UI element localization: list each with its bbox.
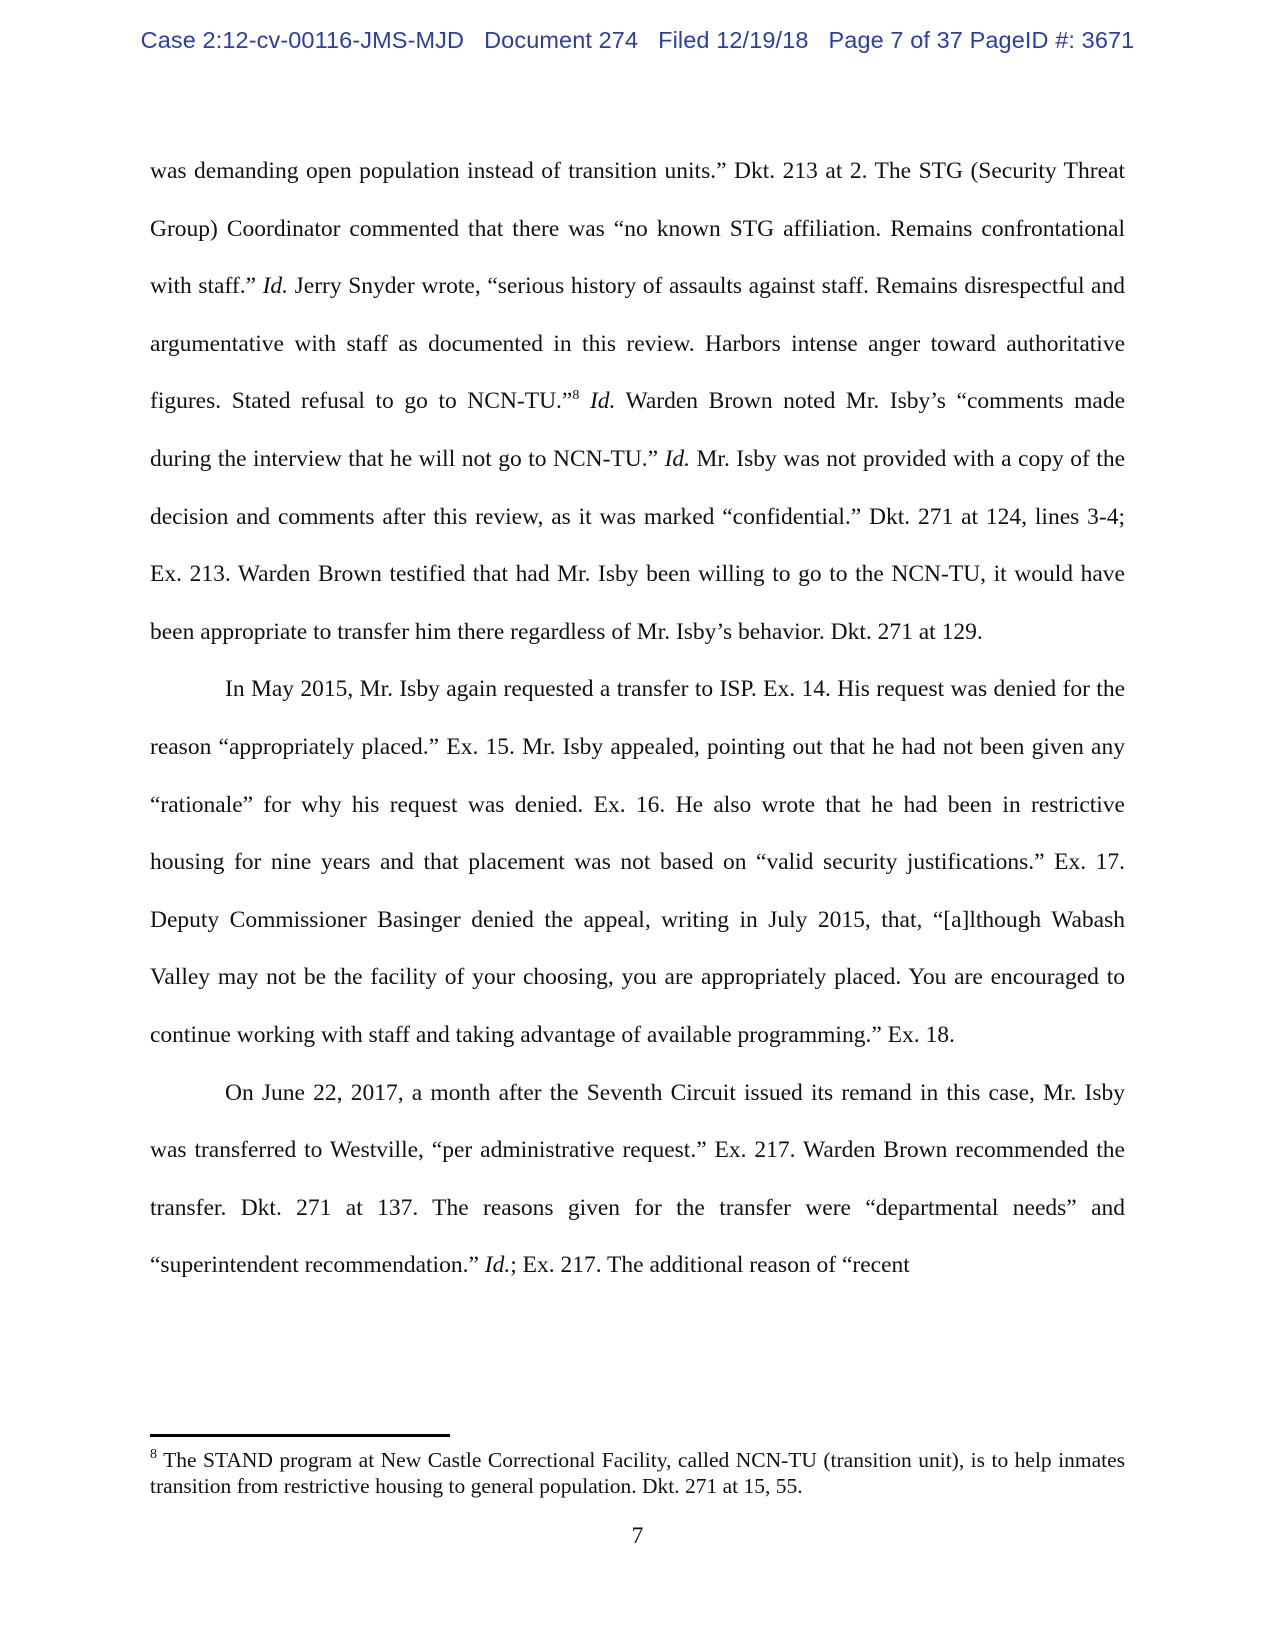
footnote-text: The STAND program at New Castle Correctional Facility, called NCN-TU (transition unit), is to help inmates transition from restrictive housing to general population. Dkt. 271 at 15, 55. bbox=[150, 1448, 1125, 1498]
paragraph bbox=[150, 1065, 1125, 1295]
document-header bbox=[0, 27, 1275, 54]
filed-date: Filed 12/19/18 bbox=[658, 27, 809, 53]
paragraph-text: was demanding open population instead of transition units.” Dkt. 213 at 2. The STG (Security Threat Group) Coordinator commented that there was “no known STG affiliation. Remains confrontational with staff.” bbox=[150, 158, 1125, 300]
document-number: Document 274 bbox=[484, 27, 639, 53]
footnote-reference: 8 bbox=[572, 388, 580, 404]
body-text bbox=[150, 143, 1125, 1295]
paragraph-text: Warden Brown noted Mr. Isby’s “comments made during the interview that he will not go to NCN-TU.” bbox=[150, 388, 1126, 472]
citation-italic: Id. bbox=[484, 1252, 511, 1279]
footnote-divider bbox=[150, 1434, 450, 1437]
paragraph-text: In May 2015, Mr. Isby again requested a transfer to ISP. Ex. 14. His request was denied for the reason “appropriately placed.” Ex. 15. Mr. Isby appealed, pointing out that he had not been given any “rationale” for why his request was denied. Ex. 16. He also wrote that he had been in restrictive housing for nine years and that placement was not based on “valid security justifications.” Ex. 17. Deputy Commissioner Basinger denied the appeal, writing in July 2015, that, “[a]lthough Wabash Valley may not be the facility of your choosing, you are appropriately placed. You are encouraged to continue working with staff and taking advantage of available programming.” Ex. 18. bbox=[150, 676, 1125, 1048]
paragraph-text bbox=[579, 388, 590, 414]
footnote-marker: 8 bbox=[150, 1447, 157, 1462]
paragraph bbox=[150, 143, 1125, 661]
citation-italic: Id. bbox=[262, 273, 289, 300]
citation-italic: Id. bbox=[664, 445, 691, 472]
paragraph-text: Jerry Snyder wrote, “serious history of assaults against staff. Remains disrespectful and argumentative with staff as documented in this review. Harbors intense anger toward authoritative figures. Stated refusal to go to NCN-TU.” bbox=[150, 273, 1125, 415]
footnote-8 bbox=[150, 1447, 1125, 1499]
page-id: Page 7 of 37 PageID #: 3671 bbox=[828, 27, 1135, 53]
paragraph-text: Mr. Isby was not provided with a copy of the decision and comments after this review, as it was marked “confidential.” Dkt. 271 at 124, lines 3-4; Ex. 213. Warden Brown testified that had Mr. Isby been willing to go to the NCN-TU, it would have been appropriate to transfer him there regardless of Mr. Isby’s behavior. Dkt. 271 at 129. bbox=[150, 445, 1125, 645]
paragraph bbox=[150, 661, 1125, 1064]
case-number: Case 2:12-cv-00116-JMS-MJD bbox=[140, 27, 465, 53]
paragraph-text: On June 22, 2017, a month after the Seventh Circuit issued its remand in this case, Mr. Isby was transferred to Westville, “per administrative request.” Ex. 217. Warden Brown recommended the transfer. Dkt. 271 at 137. The reasons given for the transfer were “departmental needs” and “superintendent recommendation.” bbox=[150, 1079, 1125, 1279]
page-number: 7 bbox=[631, 1523, 644, 1549]
citation-italic: Id. bbox=[589, 388, 616, 415]
paragraph-text: ; Ex. 217. The additional reason of “recent bbox=[510, 1252, 910, 1279]
